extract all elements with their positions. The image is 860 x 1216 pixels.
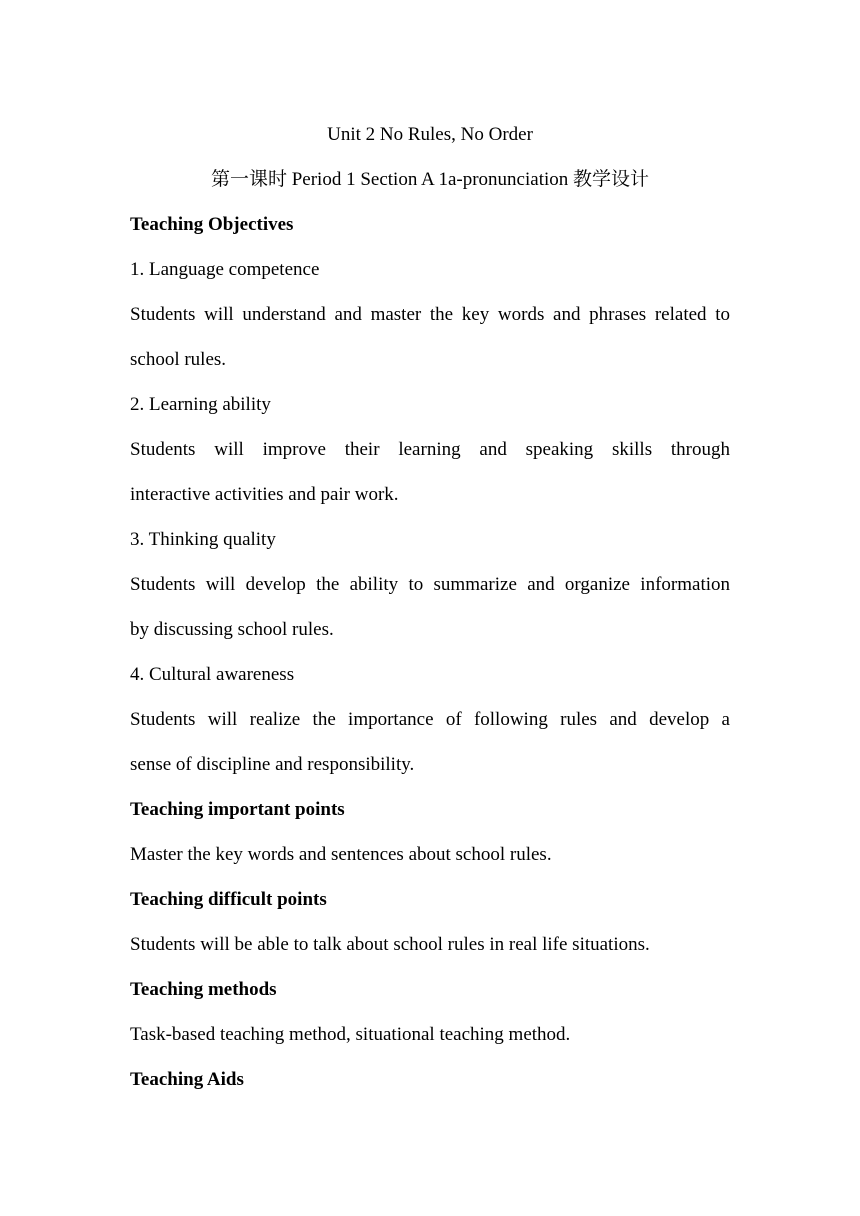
objective-text-line: school rules. xyxy=(130,349,227,370)
difficult-points-heading: Teaching difficult points xyxy=(130,889,327,910)
important-points-heading: Teaching important points xyxy=(130,799,345,820)
objective-text-line: by discussing school rules. xyxy=(130,619,334,640)
objective-label: 2. Learning ability xyxy=(130,394,271,415)
objective-label: 3. Thinking quality xyxy=(130,529,276,550)
objective-label: 1. Language competence xyxy=(130,259,320,280)
objective-text-line: Students will develop the ability to summarize and organize information xyxy=(130,574,730,595)
objective-text-line: Students will realize the importance of following rules and develop a xyxy=(130,709,730,730)
difficult-points-text: Students will be able to talk about school rules in real life situations. xyxy=(130,934,650,955)
objective-text-line: Students will improve their learning and speaking skills through xyxy=(130,439,730,460)
objective-text-line: interactive activities and pair work. xyxy=(130,484,399,505)
objective-label: 4. Cultural awareness xyxy=(130,664,295,685)
objectives-heading: Teaching Objectives xyxy=(130,214,294,235)
document-page xyxy=(130,112,730,1102)
important-points-text: Master the key words and sentences about school rules. xyxy=(130,844,552,865)
objective-text-line: Students will understand and master the key words and phrases related to xyxy=(130,304,730,325)
methods-text: Task-based teaching method, situational teaching method. xyxy=(130,1024,571,1045)
objective-text-line: sense of discipline and responsibility. xyxy=(130,754,415,775)
aids-heading: Teaching Aids xyxy=(130,1069,244,1090)
methods-heading: Teaching methods xyxy=(130,979,277,1000)
document-title: Unit 2 No Rules, No Order xyxy=(327,124,533,145)
document-subtitle: 第一课时 Period 1 Section A 1a-pronunciation 教学设计 xyxy=(210,169,649,190)
